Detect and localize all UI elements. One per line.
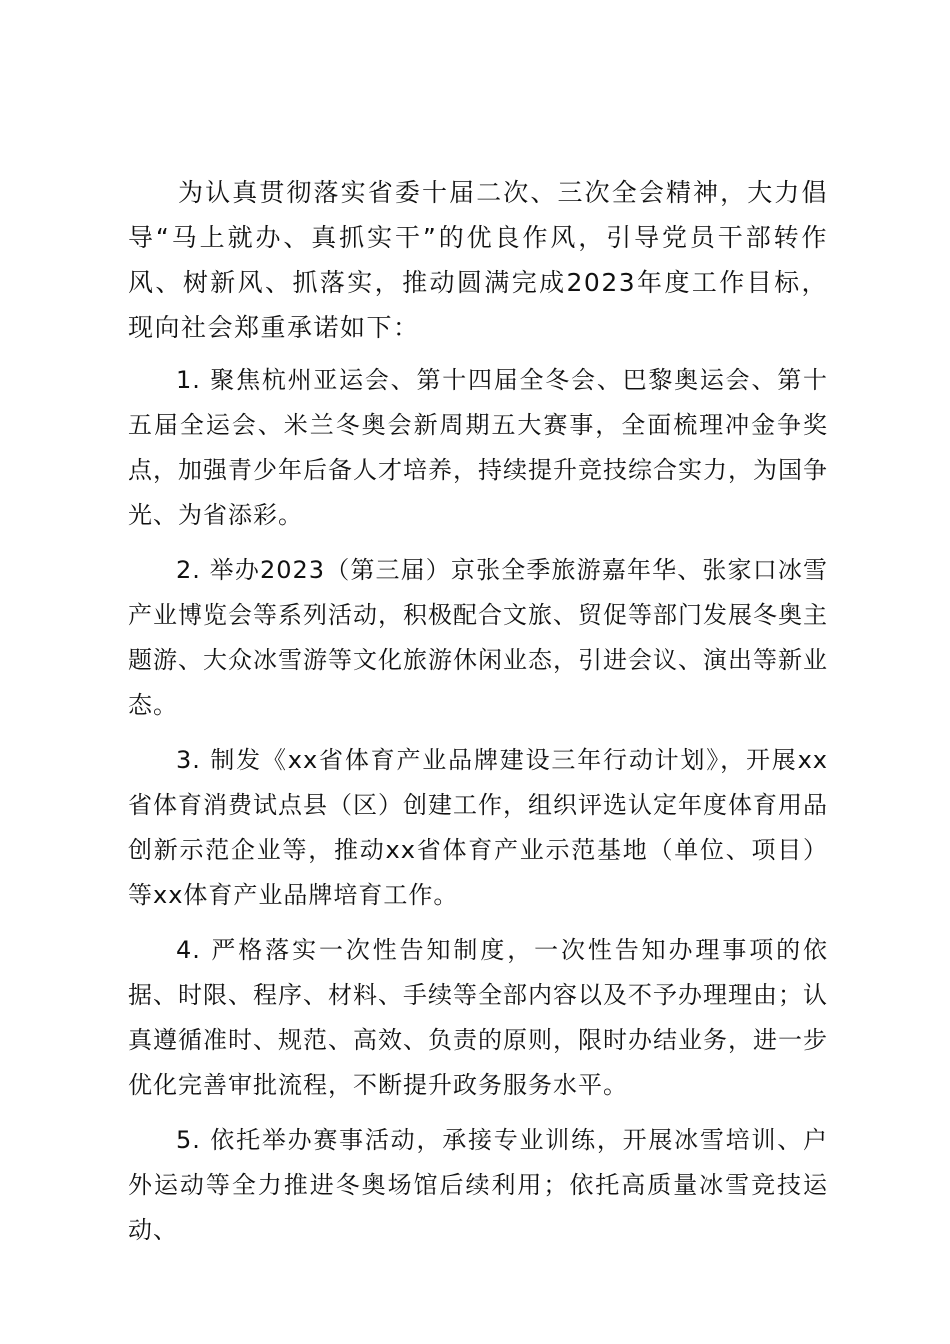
commitment-item-5: 5. 依托举办赛事活动，承接专业训练，开展冰雪培训、户外运动等全力推进冬奥场馆后续利用；依托高质量冰雪竞技运动、 [128,1126,828,1244]
document-body [128,170,828,1263]
commitment-item-4: 4. 严格落实一次性告知制度，一次性告知办理事项的依据、时限、程序、材料、手续等全部内容以及不予办理理由；认真遵循准时、规范、高效、负责的原则，限时办结业务，进一步优化完善审批流程，不断提升政务服务水平。 [128,936,828,1099]
intro-paragraph: 为认真贯彻落实省委十届二次、三次全会精神，大力倡导“马上就办、真抓实干”的优良作风，引导党员干部转作风、树新风、抓落实，推动圆满完成2023年度工作目标，现向社会郑重承诺如下： [128,178,828,342]
commitment-item-1: 1. 聚焦杭州亚运会、第十四届全冬会、巴黎奥运会、第十五届全运会、米兰冬奥会新周期五大赛事，全面梳理冲金争奖点，加强青少年后备人才培养，持续提升竞技综合实力，为国争光、为省添彩。 [128,366,828,529]
commitment-item-3: 3. 制发《xx省体育产业品牌建设三年行动计划》，开展xx省体育消费试点县（区）创建工作，组织评选认定年度体育用品创新示范企业等，推动xx省体育产业示范基地（单位、项目）等xx体育产业品牌培育工作。 [128,746,828,909]
commitment-item-2: 2. 举办2023（第三届）京张全季旅游嘉年华、张家口冰雪产业博览会等系列活动，积极配合文旅、贸促等部门发展冬奥主题游、大众冰雪游等文化旅游休闲业态，引进会议、演出等新业态。 [128,556,828,719]
